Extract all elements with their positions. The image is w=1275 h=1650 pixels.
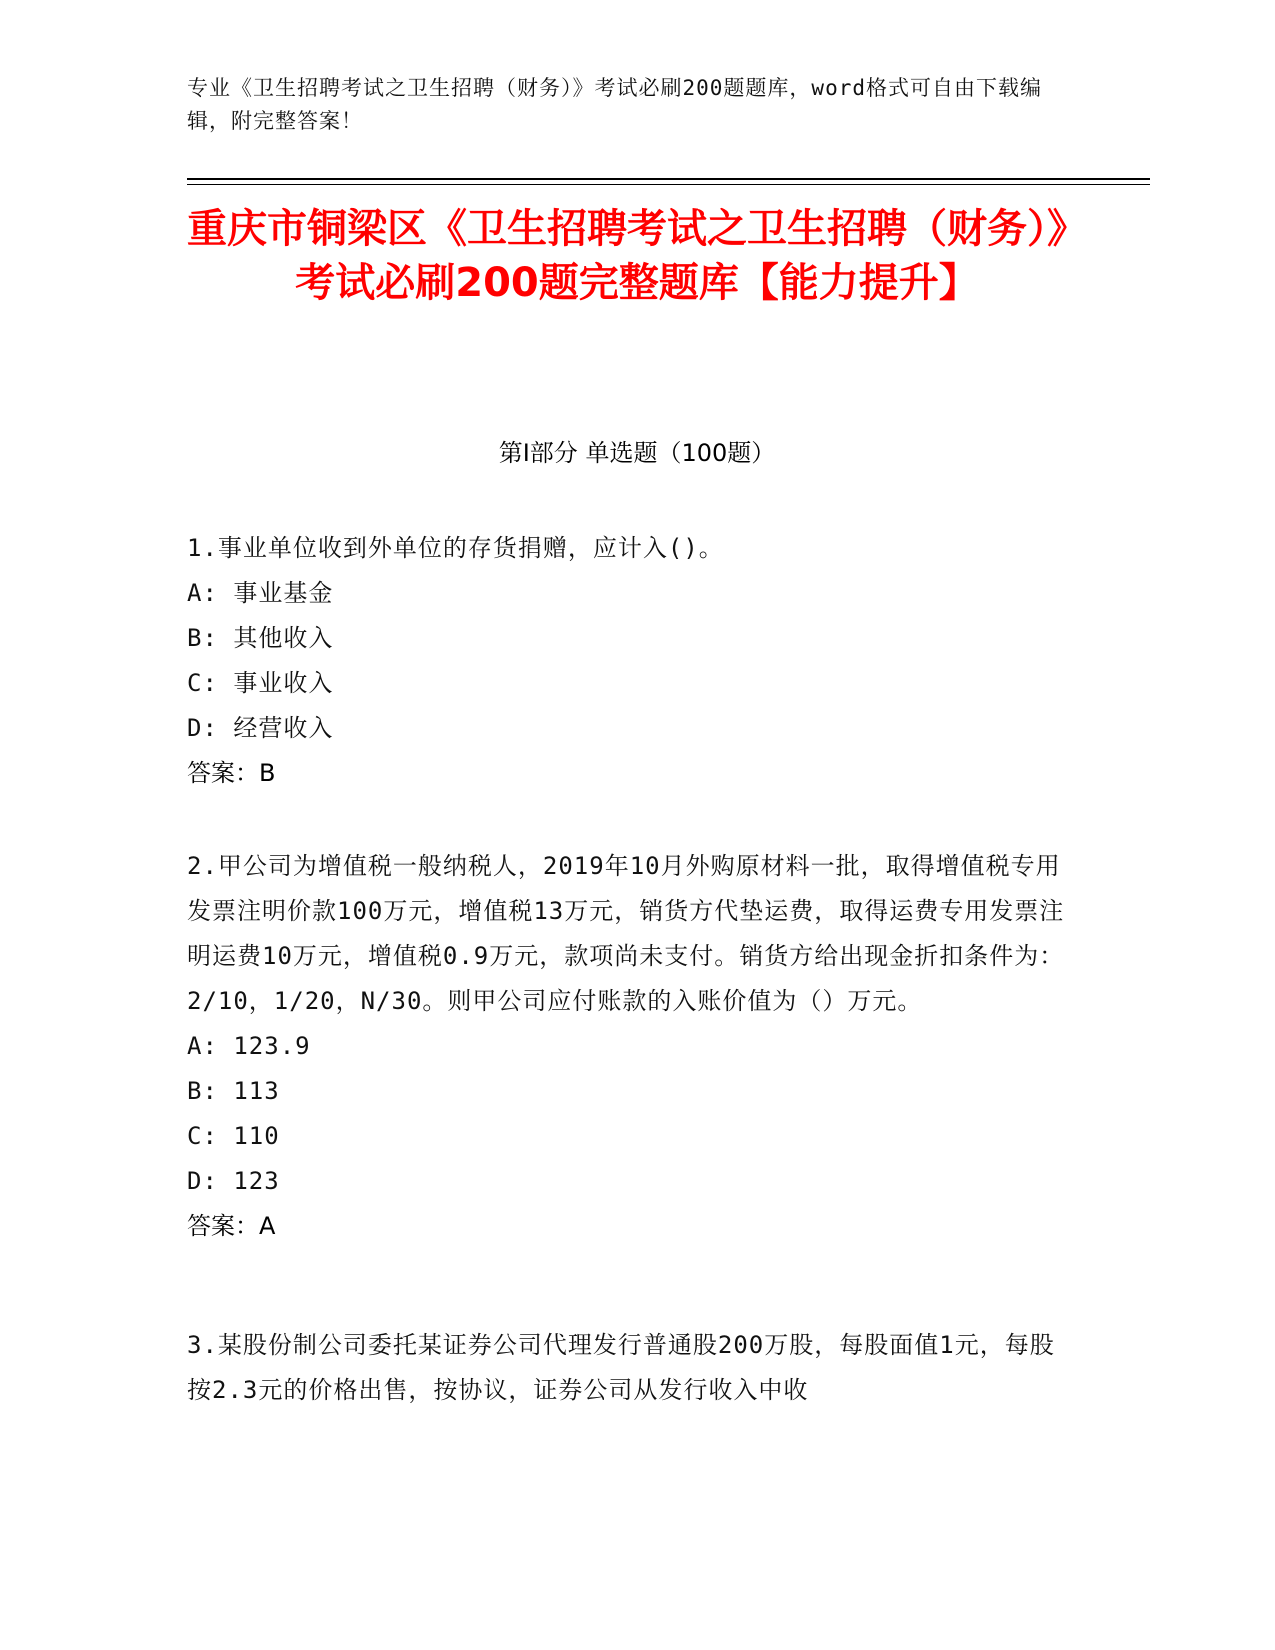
question-2 (187, 844, 1067, 1249)
option-d: D: 123 (187, 1167, 280, 1195)
question-stem: 3.某股份制公司委托某证券公司代理发行普通股200万股，每股面值1元，每股按2.3元的价格出售，按协议，证券公司从发行收入中收 (187, 1331, 1055, 1404)
option-a: A: 123.9 (187, 1032, 311, 1060)
option-d: D: 经营收入 (187, 714, 334, 742)
header-note: 专业《卫生招聘考试之卫生招聘（财务）》考试必刷200题题库，word格式可自由下载编辑，附完整答案！ (187, 76, 1042, 133)
question-stem: 2.甲公司为增值税一般纳税人，2019年10月外购原材料一批，取得增值税专用发票注明价款100万元，增值税13万元，销货方代垫运费，取得运费专用发票注明运费10万元，增值税0.9万元，款项尚未支付。销货方给出现金折扣条件为：2/10，1/20，N/30。则甲公司应付账款的入账价值为（）万元。 (187, 852, 1065, 1015)
option-a: A: 事业基金 (187, 579, 334, 607)
question-stem: 1.事业单位收到外单位的存货捐赠，应计入()。 (187, 534, 724, 562)
question-1 (187, 526, 1067, 796)
option-c: C: 110 (187, 1122, 280, 1150)
answer: 答案：B (187, 759, 276, 787)
answer: 答案：A (187, 1212, 276, 1240)
option-b: B: 其他收入 (187, 624, 334, 652)
header-divider-thin (187, 184, 1150, 185)
document-title: 重庆市铜梁区《卫生招聘考试之卫生招聘（财务）》考试必刷200题完整题库【能力提升】 (187, 206, 1087, 306)
header-divider-thick (187, 178, 1150, 180)
option-b: B: 113 (187, 1077, 280, 1105)
question-3 (187, 1323, 1067, 1413)
section-title: 第I部分 单选题（100题） (498, 439, 776, 467)
option-c: C: 事业收入 (187, 669, 334, 697)
